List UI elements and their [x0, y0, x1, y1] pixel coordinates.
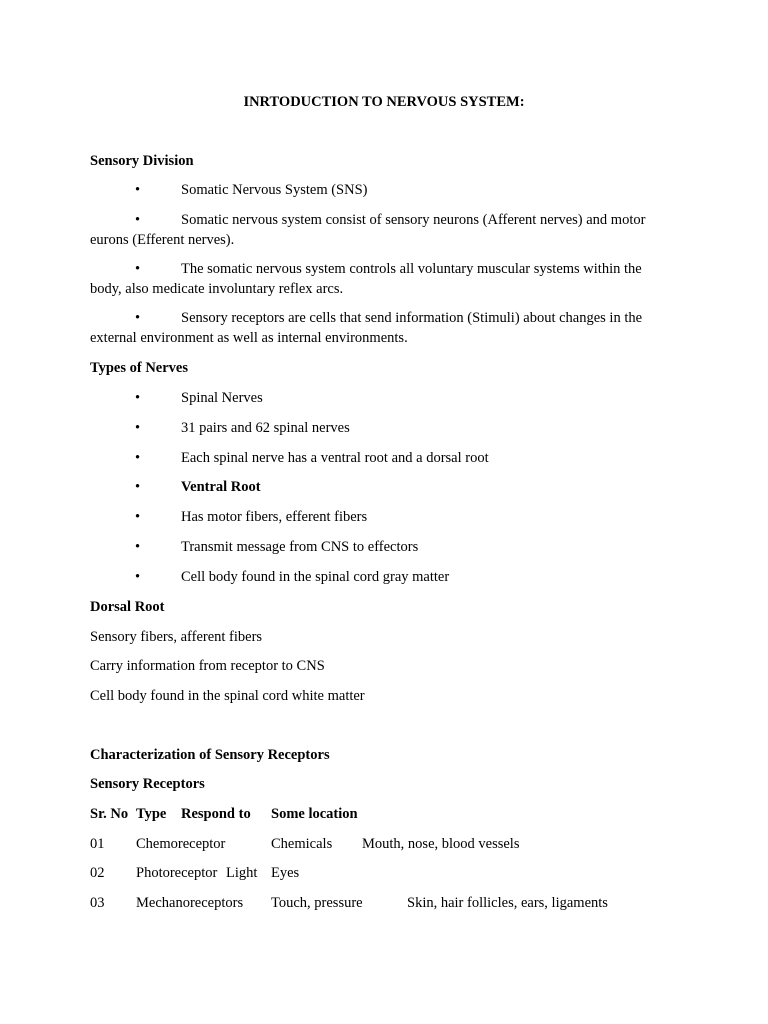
types-of-nerves-heading: Types of Nerves [90, 360, 188, 376]
list-item [90, 259, 680, 299]
list-item-text: 31 pairs and 62 spinal nerves [181, 420, 350, 436]
bullet-icon: • [135, 509, 141, 525]
table-cell: Light [226, 865, 258, 881]
table-header-cell: Type [136, 806, 167, 822]
list-item [90, 418, 680, 438]
list-item [90, 448, 680, 468]
table-header-cell: Sr. No [90, 806, 129, 822]
paragraph-line: Cell body found in the spinal cord white matter [90, 688, 365, 704]
bullet-icon: • [135, 310, 141, 326]
table-cell: 01 [90, 836, 105, 852]
table-cell: Mouth, nose, blood vessels [362, 836, 520, 852]
table-header-cell: Some location [271, 806, 358, 822]
list-item [90, 477, 680, 497]
table-cell: Photoreceptor [136, 865, 218, 881]
list-item [90, 308, 680, 348]
table-header-cell: Respond to [181, 806, 251, 822]
table-cell: 03 [90, 895, 105, 911]
list-item [90, 567, 680, 587]
table-cell: Touch, pressure [271, 895, 363, 911]
ventral-root-heading: Ventral Root [181, 479, 261, 495]
list-item-continuation: body, also medicate involuntary reflex arcs. [90, 281, 344, 297]
dorsal-root-heading: Dorsal Root [90, 599, 165, 615]
sensory-receptors-heading: Sensory Receptors [90, 776, 205, 792]
bullet-icon: • [135, 182, 141, 198]
bullet-icon: • [135, 450, 141, 466]
list-item-text: Has motor fibers, efferent fibers [181, 509, 368, 525]
list-item [90, 537, 680, 557]
bullet-icon: • [135, 569, 141, 585]
list-item [90, 180, 680, 200]
characterization-heading: Characterization of Sensory Receptors [90, 747, 330, 763]
bullet-icon: • [135, 539, 141, 555]
list-item-text: Each spinal nerve has a ventral root and a dorsal root [181, 450, 489, 466]
list-item [90, 507, 680, 527]
table-cell: Skin, hair follicles, ears, ligaments [407, 895, 608, 911]
list-item-text: Somatic nervous system consist of sensory neurons (Afferent nerves) and motor [181, 212, 646, 228]
table-cell: Eyes [271, 865, 300, 881]
table-cell: Chemoreceptor [136, 836, 226, 852]
bullet-icon: • [135, 390, 141, 406]
list-item-continuation: eurons (Efferent nerves). [90, 232, 235, 248]
list-item-text: Spinal Nerves [181, 390, 263, 406]
bullet-icon: • [135, 261, 141, 277]
list-item-text: Somatic Nervous System (SNS) [181, 182, 368, 198]
document-title: INRTODUCTION TO NERVOUS SYSTEM: [243, 94, 525, 110]
list-item [90, 388, 680, 408]
paragraph-line: Sensory fibers, afferent fibers [90, 629, 263, 645]
bullet-icon: • [135, 479, 141, 495]
paragraph-line: Carry information from receptor to CNS [90, 658, 325, 674]
list-item-text: The somatic nervous system controls all voluntary muscular systems within the [181, 261, 642, 277]
table-cell: Chemicals [271, 836, 333, 852]
list-item-text: Sensory receptors are cells that send information (Stimuli) about changes in the [181, 310, 643, 326]
list-item-text: Cell body found in the spinal cord gray matter [181, 569, 450, 585]
list-item-continuation: external environment as well as internal environments. [90, 330, 408, 346]
list-item [90, 210, 680, 250]
bullet-icon: • [135, 212, 141, 228]
list-item-text: Transmit message from CNS to effectors [181, 539, 419, 555]
table-cell: Mechanoreceptors [136, 895, 244, 911]
table-cell: 02 [90, 865, 105, 881]
bullet-icon: • [135, 420, 141, 436]
sensory-division-heading: Sensory Division [90, 153, 194, 169]
